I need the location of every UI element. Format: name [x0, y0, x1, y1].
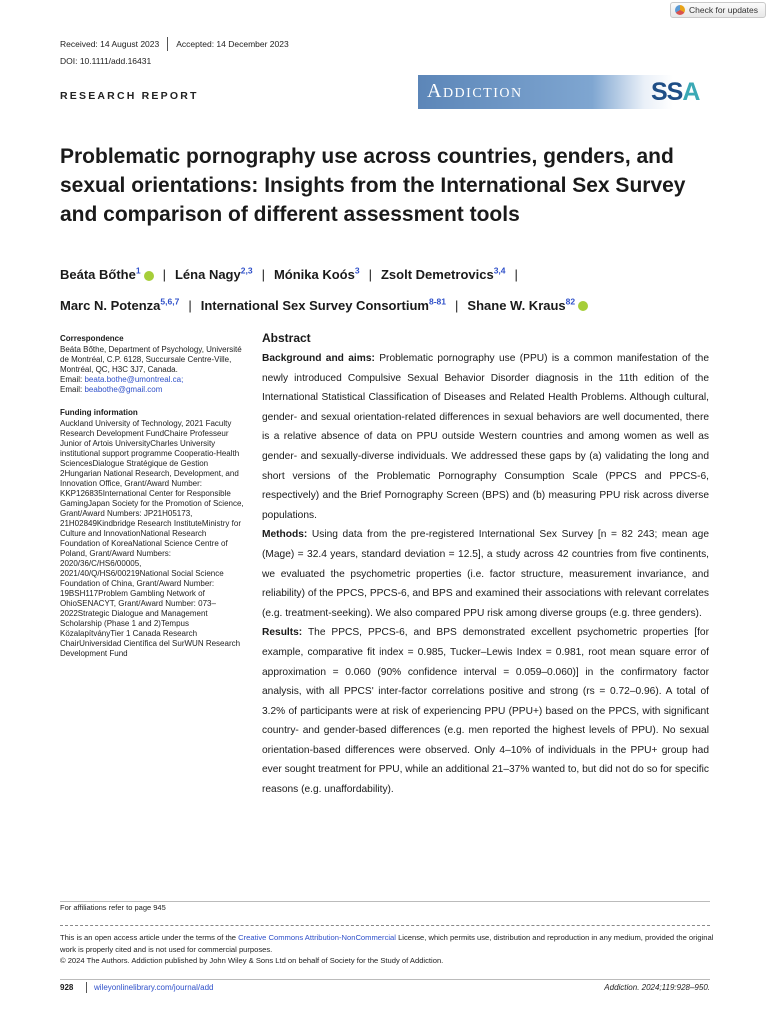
- check-for-updates-label: Check for updates: [689, 5, 758, 15]
- abstract-heading: Abstract: [262, 331, 311, 345]
- abstract-results: Results: The PPCS, PPCS-6, and BPS demonstrated excellent psychometric properties [for example, comparative fit index = 0.985, Tucker–Lewis Index = 0.981, root mean square error of approximation = 0.060 (90% confidence interval = 0.059–0.060)] in the confirmatory factor analysis, with all PPCS' inter-factor correlations positive and strong (rs = 0.72–0.96). A total of 3.2% of participants were at risk of experiencing PPU (PPU+) based on the PPCS, with significant country- and gender-based differences (e.g. men reported the highest levels of PPU). No sexual orientation-based differences were observed. Only 4–10% of individuals in the PPU+ group had ever sought treatment for PPU, while an additional 21–37% wanted to, but did not do so for specific reasons (e.g. unaffordability).: [262, 627, 709, 796]
- email-link[interactable]: beabothe@gmail.com: [84, 385, 163, 394]
- logo-main: SS: [651, 78, 683, 106]
- abstract: [262, 331, 709, 800]
- divider: [60, 901, 710, 902]
- page-number: 928: [60, 983, 74, 992]
- author[interactable]: Shane W. Kraus$^{82}$: [467, 298, 588, 313]
- check-for-updates-button[interactable]: [670, 2, 766, 18]
- journal-name: Addiction: [427, 80, 523, 102]
- article-dates: [60, 39, 289, 51]
- funding-text: Auckland University of Technology, 2021 Faculty Research Development FundChaire Professeur Junior of Artois UniversityCharles University institutional support programme Cooperatio-Health SciencesDialogue Stratégique de Gestion 2Hungarian National Research, Development, and Innovation Office, Grant/Award Number: KKP126835International Center for Responsible GamingJapan Society for the Promotion of Science, Grant/Award Numbers: JP21H05173, 21H02849Kindbridge Research InstituteMinistry for Culture and InnovationNational Research Foundation of KoreaNational Science Centre of Poland, Grant/Award Numbers: 2020/36/C/HS6/00005, 2021/40/Q/HS6/00219National Social Science Foundation of China, Grant/Award Number: 19BSH117Problem Gambling Network of OhioSENACYT, Grant/Award Number: 073–2022Strategic Dialogue and Management Scholarship (Phase 1 and 2)Tempus KözalapítványTier 1 Canada Research ChairUniversidad Científica del SurWUN Research Development Fund: [60, 419, 244, 658]
- email-link[interactable]: beata.bothe@umontreal.ca;: [84, 375, 184, 384]
- affiliations-note: For affiliations refer to page 945: [60, 903, 166, 912]
- section-label: RESEARCH REPORT: [60, 90, 199, 102]
- author[interactable]: Beáta Bőthe$^1$: [60, 267, 154, 282]
- ssa-logo: [651, 78, 699, 107]
- author[interactable]: Léna Nagy$^{2,3}$: [174, 266, 253, 283]
- author[interactable]: International Sex Survey Consortium$^{8-81}$: [200, 296, 447, 313]
- citation: Addiction. 2024;119:928–950.: [604, 983, 710, 992]
- license-text: This is an open access article under the terms of the Creative Commons Attribution-NonCommercial License, which permits use, distribution and reproduction in any medium, provided the original work is properly cited and is not used for commercial purposes. © 2024 The Authors. Addiction published by John Wiley & Sons Ltd on behalf of Society for the Study of Addiction.: [60, 933, 714, 965]
- footer-separator: [86, 982, 87, 993]
- orcid-icon[interactable]: [578, 301, 588, 311]
- divider: [60, 979, 710, 980]
- accepted-date: Accepted: 14 December 2023: [176, 39, 289, 49]
- funding-heading: Funding information: [60, 408, 138, 417]
- abstract-methods: Methods: Using data from the pre-registered International Sex Survey [n = 82 243; mean age (Mage) = 32.4 years, standard deviation = 12.5], a study across 42 countries from five continents, we evaluated the psychometric properties (i.e. factor structure, measurement invariance, and reliability) of the PPCS, PPCS-6, and BPS and examined their associations with relevant correlates (e.g. treatment-seeking). We also compared PPU risk among diverse groups (e.g. three genders).: [262, 529, 709, 619]
- orcid-icon[interactable]: [144, 271, 154, 281]
- date-separator: [167, 37, 168, 51]
- correspondence-text: Beáta Bőthe, Department of Psychology, Université de Montréal, C.P. 6128, Succursale Centre-Ville, Montréal, QC, H3C 3J7, Canada.: [60, 345, 242, 374]
- crossmark-icon: [675, 5, 685, 15]
- email-line-1: Email: beata.bothe@umontreal.ca;: [60, 375, 184, 384]
- logo-accent: A: [682, 78, 700, 106]
- author[interactable]: Marc N. Potenza$^{5,6,7}$: [60, 296, 180, 313]
- journal-url-link[interactable]: wileyonlinelibrary.com/journal/add: [94, 983, 214, 992]
- author[interactable]: Mónika Koós$^3$: [273, 266, 360, 283]
- email-line-2: Email: beabothe@gmail.com: [60, 385, 163, 394]
- article-title: Problematic pornography use across countries, genders, and sexual orientations: Insights from the International Sex Survey and comparison of different assessment tools: [60, 145, 686, 226]
- doi: DOI: 10.1111/add.16431: [60, 56, 152, 66]
- dashed-divider: [60, 925, 710, 926]
- author-list: Beáta Bőthe$^1$ | Léna Nagy$^{2,3}$ | Mónika Koós$^3$ | Zsolt Demetrovics$^{3,4}$ | Marc N. Potenza$^{5,6,7}$ | International Sex Survey Consortium$^{8-81}$ | Shane W. Kraus$^{82}$: [60, 258, 740, 319]
- copyright: © 2024 The Authors. Addiction published by John Wiley & Sons Ltd on behalf of Society for the Study of Addiction.: [60, 956, 444, 965]
- author[interactable]: Zsolt Demetrovics$^{3,4}$: [380, 266, 506, 283]
- received-date: Received: 14 August 2023: [60, 39, 160, 49]
- license-link[interactable]: Creative Commons Attribution-NonCommercial: [238, 933, 396, 942]
- correspondence-heading: Correspondence: [60, 334, 124, 343]
- abstract-background: Background and aims: Problematic pornography use (PPU) is a common manifestation of the newly introduced Compulsive Sexual Behavior Disorder diagnosis in the 11th edition of the International Statistical Classification of Diseases and Related Health Problems. Although cultural, gender- and sexual orientation-related differences in sexual behaviors are well documented, there is a relative absence of data on PPU outside Western countries and among women as well as gender- and sexually-diverse individuals. We addressed these gaps by (a) validating the long and short versions of the Problematic Pornography Consumption Scale (PPCS and PPCS-6, respectively) and the Brief Pornography Screen (BPS) and (b) measuring PPU risk across diverse populations.: [262, 353, 709, 521]
- sidebar-info: [60, 333, 246, 659]
